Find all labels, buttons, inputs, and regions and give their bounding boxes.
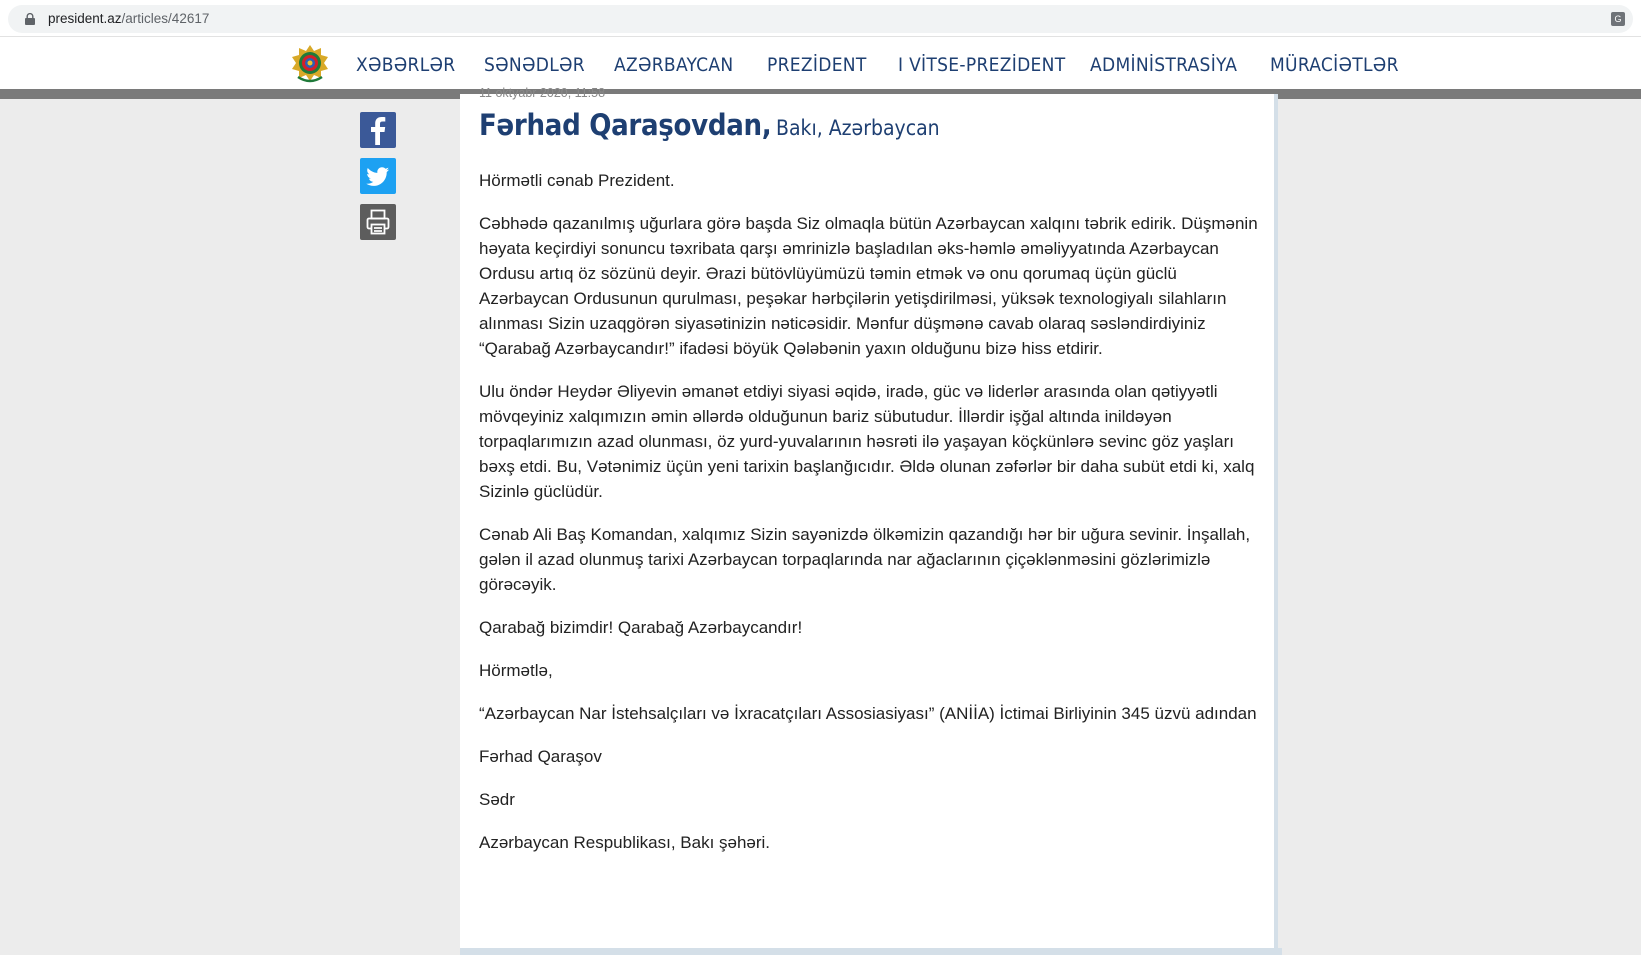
article-paragraph: Cəbhədə qazanılmış uğurlara görə başda Siz olmaqla bütün Azərbaycan xalqını təbrik edirik. Düşmənin həyata keçirdiyi sonuncu təxribata qarşı əmrinizlə başladılan əks-həmlə əməliyyatında Azərbaycan Ordusu artıq öz sözünü deyir. Ərazi bütövlüyümüzü təmin etmək və onu qorumaq üçün güclü Azərbaycan Ordusunun qurulması, peşəkar hərbçilərin yetişdirilməsi, yüksək texnologiyalı silahların alınması Sizin uzaqgörən siyasətinizin nəticəsidir. Mənfur düşmənə cavab olaraq səsləndirdiyiniz “Qarabağ Azərbaycandır!” ifadəsi böyük Qələbənin yaxın olduğunu bizə hiss etdirir. <box>479 214 1258 358</box>
facebook-icon <box>371 117 385 145</box>
facebook-share-button[interactable] <box>360 112 396 148</box>
article-bottom-border <box>460 948 1282 955</box>
article-paragraph: Fərhad Qaraşov <box>479 747 602 766</box>
article-body <box>479 168 1267 873</box>
nav-prezident[interactable]: PREZİDENT <box>767 54 867 76</box>
article-author: Fərhad Qaraşovdan, <box>479 108 772 142</box>
translate-icon[interactable]: G <box>1611 12 1625 26</box>
article-paragraph: Sədr <box>479 790 515 809</box>
article-paragraph: Hörmətli cənab Prezident. <box>479 171 675 190</box>
nav-vitse-prezident[interactable]: I VİTSE-PREZİDENT <box>898 54 1066 76</box>
nav-azerbaycan[interactable]: AZƏRBAYCAN <box>614 54 734 76</box>
twitter-share-button[interactable] <box>360 158 396 194</box>
nav-xeberler[interactable]: XƏBƏRLƏR <box>356 54 456 76</box>
article-paragraph: Cənab Ali Baş Komandan, xalqımız Sizin sayənizdə ölkəmizin qazandığı hər bir uğura sevinir. İnşallah, gələn il azad olunmuş tarixi Azərbaycan torpaqlarında nar ağaclarının çiçəklənməsini gözlərimizlə görəcəyik. <box>479 525 1251 594</box>
article-location: Bakı, Azərbaycan <box>776 116 940 140</box>
twitter-icon <box>366 167 389 186</box>
article-title <box>479 108 940 142</box>
url-path: /articles/42617 <box>121 11 210 26</box>
article-card <box>460 86 1278 955</box>
printer-icon <box>368 211 389 234</box>
article-paragraph: Qarabağ bizimdir! Qarabağ Azərbaycandır! <box>479 618 803 637</box>
url-field[interactable] <box>8 5 1633 33</box>
nav-administrasiya[interactable]: ADMİNİSTRASİYA <box>1090 54 1238 76</box>
browser-address-bar <box>0 0 1641 37</box>
nav-senedler[interactable]: SƏNƏDLƏR <box>484 54 585 76</box>
nav-muracietler[interactable]: MÜRACİƏTLƏR <box>1270 54 1399 76</box>
article-paragraph: Azərbaycan Respublikası, Bakı şəhəri. <box>479 833 771 852</box>
url-domain: president.az <box>48 11 122 26</box>
article-paragraph: Hörmətlə, <box>479 661 553 680</box>
url-text <box>48 11 209 26</box>
article-date: 11 oktyabr 2020, 11:58 <box>479 86 606 100</box>
print-button[interactable] <box>360 204 396 240</box>
lock-icon <box>25 13 35 25</box>
state-emblem-icon[interactable] <box>291 44 329 84</box>
article-paragraph: Ulu öndər Heydər Əliyevin əmanət etdiyi siyasi əqidə, iradə, güc və liderlər arasında olan qətiyyətli mövqeyiniz xalqımızın əmin əllərdə olduğunun bariz sübutudur. İllərdir işğal altında inildəyən torpaqlarımızın azad olunması, öz yurd-yuvalarının həsrəti ilə yaşayan köçkünlərə sevinc göz yaşları bəxş etdi. Bu, Vətənimiz üçün yeni tarixin başlanğıcıdır. Əldə olunan zəfərlər bir daha subüt etdi ki, xalq Sizinlə güclüdür. <box>479 382 1255 501</box>
article-paragraph: “Azərbaycan Nar İstehsalçıları və İxracatçıları Assosiasiyası” (ANİİA) İctimai Birliyinin 345 üzvü adından <box>479 704 1257 723</box>
